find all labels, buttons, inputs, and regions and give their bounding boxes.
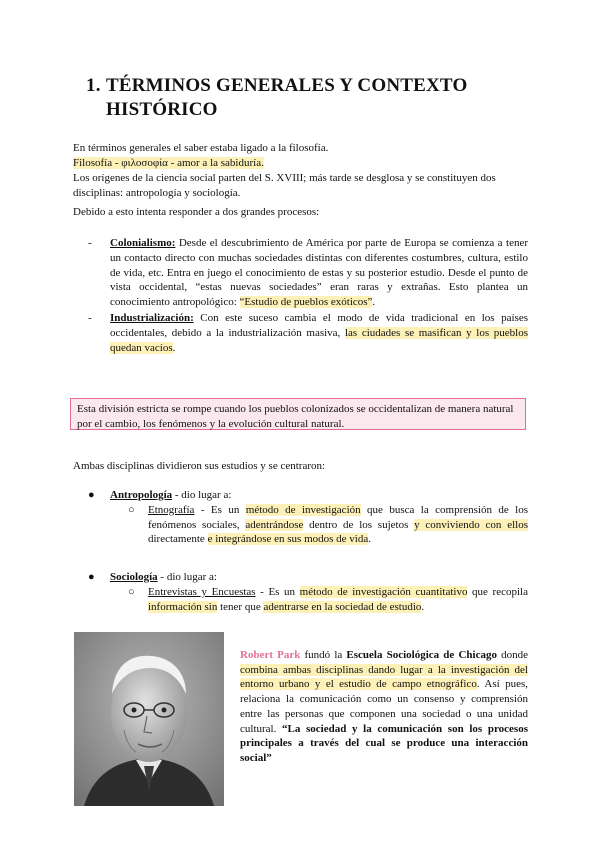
highlight-span: método de investigación cuantitativo [299,586,468,598]
heading-number: 1. [86,75,101,96]
process-text: Con este suceso cambia el modo de vida tradicional en los países occidentales, debido a la industrialización masiva, [110,311,528,339]
sub-title: Etnografía [148,504,195,516]
dash-marker: - [88,311,92,324]
disciplines-intro: Ambas disciplinas dividieron sus estudios y se centraron: [73,460,326,472]
text-span: - Es un [255,586,300,598]
intro-line-4: Debido a esto intenta responder a dos grandes procesos: [73,206,320,218]
highlight-span: información sin [148,600,218,613]
process-highlight: “Estudio de pueblos exóticos” [239,296,373,309]
text-span: . [421,600,425,613]
sub-entrevistas [130,585,528,614]
person-name: Robert Park [240,649,301,661]
dash-marker: - [88,237,92,249]
highlight-span: y conviviendo con ellos [414,518,528,531]
process-end: . [372,296,376,309]
sub-title: Entrevistas y Encuestas [148,586,256,598]
text-span: fundó la [300,649,347,661]
process-end: . [172,341,176,354]
park-quote: “La sociedad y la comunicación son los procesos principales a través del cual se produce una interacción social” [240,722,528,764]
process-colonialismo [88,236,528,310]
robert-park-bio [240,648,528,766]
text-span: - Es un [194,504,246,516]
sub-etnografia [130,503,528,547]
robert-park-portrait [74,632,224,806]
text-span: . [368,533,371,546]
heading-line1: TÉRMINOS GENERALES Y CONTEXTO [106,75,468,96]
section-heading [86,74,467,122]
bullet-sociologia [88,570,217,585]
heading-line2: HISTÓRICO [106,99,218,120]
text-span: que recopila [467,586,528,598]
discipline-rest: - dio lugar a: [157,571,217,583]
text-span: directamente [148,533,208,546]
text-span: que busca la comprensión de los fenómenos sociales, [148,504,529,531]
intro-line-1: En términos generales el saber estaba ligado a la filosofía. [73,142,329,154]
discipline-rest: - dio lugar a: [172,489,232,501]
process-title: Industrialización: [110,311,194,324]
text-span: dentro de los sujetos [303,518,415,531]
bullet-dot: ● [88,571,95,583]
philosophy-definition: Filosofía - φιλοσοφία - amor a la sabiduría. [73,157,264,169]
discipline-title: Antropología [110,489,173,501]
portrait-illustration [74,632,224,806]
process-industrializacion [88,311,528,355]
process-text: Desde el descubrimiento de América por parte de Europa se comienza a tener un contacto directo con muchas sociedades distintas con diferentes costumbres, cultura, estilo de vida, etc. Entra en juego el conocimiento de estas y su posterior estudio. Desde el punto de vista occidental, “estas nuevas sociedades” eran raras y extrañas. Esto plantea un conocimiento antropológico: [110,237,528,309]
discipline-title: Sociología [110,571,158,583]
highlight-span: combina ambas disciplinas dando lugar a la investigación del entorno urbano y el estudio de campo etnográfico [240,663,528,691]
highlight-span: adentrarse en la sociedad de estudio [263,600,422,613]
circle-marker: ○ [128,504,135,516]
highlight-span: e integrándose en sus modos de vida [207,533,369,546]
school-name: Escuela Sociológica de Chicago [346,649,497,661]
bullet-antropologia [88,488,231,503]
bullet-dot: ● [88,489,95,501]
process-highlight: las ciudades se masifican y los pueblos quedan vacíos [110,326,528,354]
callout-box: Esta división estricta se rompe cuando los pueblos colonizados se occidentalizan de manera natural por el cambio, los fenómenos y la evolución cultural natural. [70,398,526,430]
circle-marker: ○ [128,586,135,598]
process-title: Colonialismo: [110,237,176,249]
intro-line-3: Los orígenes de la ciencia social parten del S. XVIII; más tarde se desglosa y se constituyen dos disciplinas: antropología y sociología. [73,172,496,199]
processes-list [88,236,528,356]
text-span: . Así pues, relaciona la comunicación como un consenso y comprensión entre las personas que componen una sociedad o una unidad cultural. [240,678,528,735]
intro-line-2 [73,156,264,171]
text-span: tener que [217,600,264,613]
text-span: donde [496,649,528,661]
highlight-span: método de investigación [245,504,361,516]
highlight-span: adentrándose [245,518,304,531]
